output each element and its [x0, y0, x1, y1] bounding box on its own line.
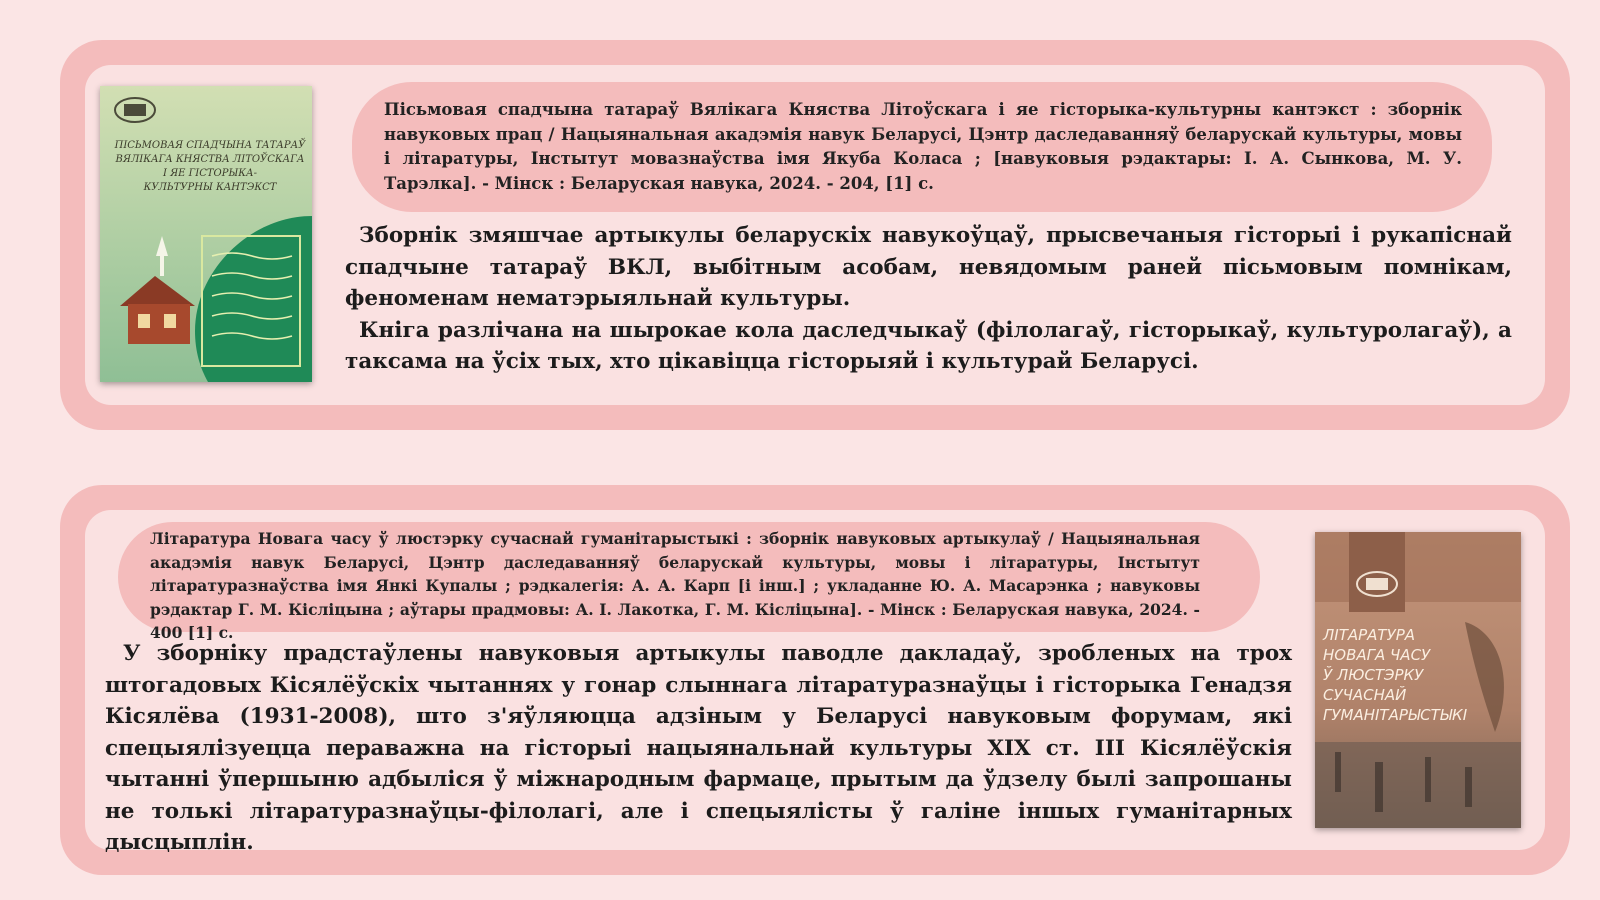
book-cover-1[interactable] [100, 86, 312, 382]
book-2-description [105, 638, 1292, 859]
book-2-citation [118, 522, 1260, 642]
book-cover-1-art [100, 86, 312, 382]
cover1-title-line-1: ПІСЬМОВАЯ СПАДЧЫНА ТАТАРАЎ [114, 140, 306, 151]
cover2-title-line-3: Ў ЛЮСТЭРКУ [1323, 666, 1424, 684]
cover1-title-line-2: ВЯЛІКАГА КНЯСТВА ЛІТОЎСКАГА [115, 154, 305, 165]
cover2-title-line-1: ЛІТАРАТУРА [1323, 626, 1416, 644]
book-1-description-para-1: Зборнік змяшчае артыкулы беларускіх навукоўцаў, прысвечаныя гісторыі і рукапіснай спадчыне татараў ВКЛ, выбітным асобам, невядомым раней пісьмовым помнікам, феноменам нематэрыяльнай культуры. [345, 223, 1512, 311]
cover2-title-line-2: НОВАГА ЧАСУ [1323, 646, 1431, 664]
book-1-description [345, 220, 1512, 378]
book-cover-2[interactable] [1315, 532, 1521, 828]
book-1-citation-text: Пісьмовая спадчына татараў Вялікага Княства Літоўскага і яе гісторыка-культурны кантэкст : зборнік навуковых прац / Нацыянальная акадэмія навук Беларусі, Цэнтр даследаванняў беларускай культуры, мовы і літаратуры, Інстытут мовазнаўства імя Якуба Коласа ; [навуковыя рэдактары: І. А. Сынкова, М. У. Тарэлка]. - Мінск : Беларуская навука, 2024. - 204, [1] с. [384, 100, 1462, 193]
book-1-description-para-2: Кніга разлічана на шырокае кола даследчыкаў (філолагаў, гісторыкаў, культуролагаў), а таксама на ўсіх тых, хто цікавіцца гісторыяй і культурай Беларусі. [345, 317, 1512, 374]
book-1-citation [352, 82, 1492, 212]
cover2-title-line-4: СУЧАСНАЙ [1323, 686, 1407, 704]
book-cover-2-art [1315, 532, 1521, 828]
cover1-title-line-4: КУЛЬТУРНЫ КАНТЭКСТ [143, 182, 277, 193]
cover1-title-line-3: І ЯЕ ГІСТОРЫКА- [162, 168, 258, 179]
book-2-citation-text: Літаратура Новага часу ў люстэрку сучаснай гуманітарыстыкі : зборнік навуковых артыкулаў / Нацыянальная акадэмія навук Беларусі, Цэнтр даследаванняў беларускай культуры, мовы і літаратуры, Інстытут літаратуразнаўства імя Янкі Купалы ; рэдкалегія: А. А. Карп [і інш.] ; укладанне Ю. А. Масарэнка ; навуковы рэдактар Г. М. Кісліцына ; аўтары прадмовы: А. І. Лакотка, Г. М. Кісліцына]. - Мінск : Беларуская навука, 2024. - 400 [1] с. [150, 529, 1200, 642]
cover2-title-line-5: ГУМАНІТАРЫСТЫКІ [1323, 706, 1468, 724]
book-2-description-para-1: У зборніку прадстаўлены навуковыя артыкулы паводле дакладаў, зробленых на трох штогадовых Кісялёўскіх чытаннях у гонар слыннага літаратуразнаўцы і гісторыка Генадзя Кісялёва (1931-2008), што з'яўляюцца адзіным у Беларусі навуковым форумам, які спецыялізуецца пераважна на гісторыі нацыянальнай культуры ХІХ ст. ІІІ Кісялёўскія чытанні ўпершыню адбыліся ў міжнародным фармаце, прытым да ўдзелу былі запрошаны не толькі літаратуразнаўцы-філолагі, але і спецыялісты ў галіне іншых гуманітарных дысцыплін. [105, 641, 1292, 855]
